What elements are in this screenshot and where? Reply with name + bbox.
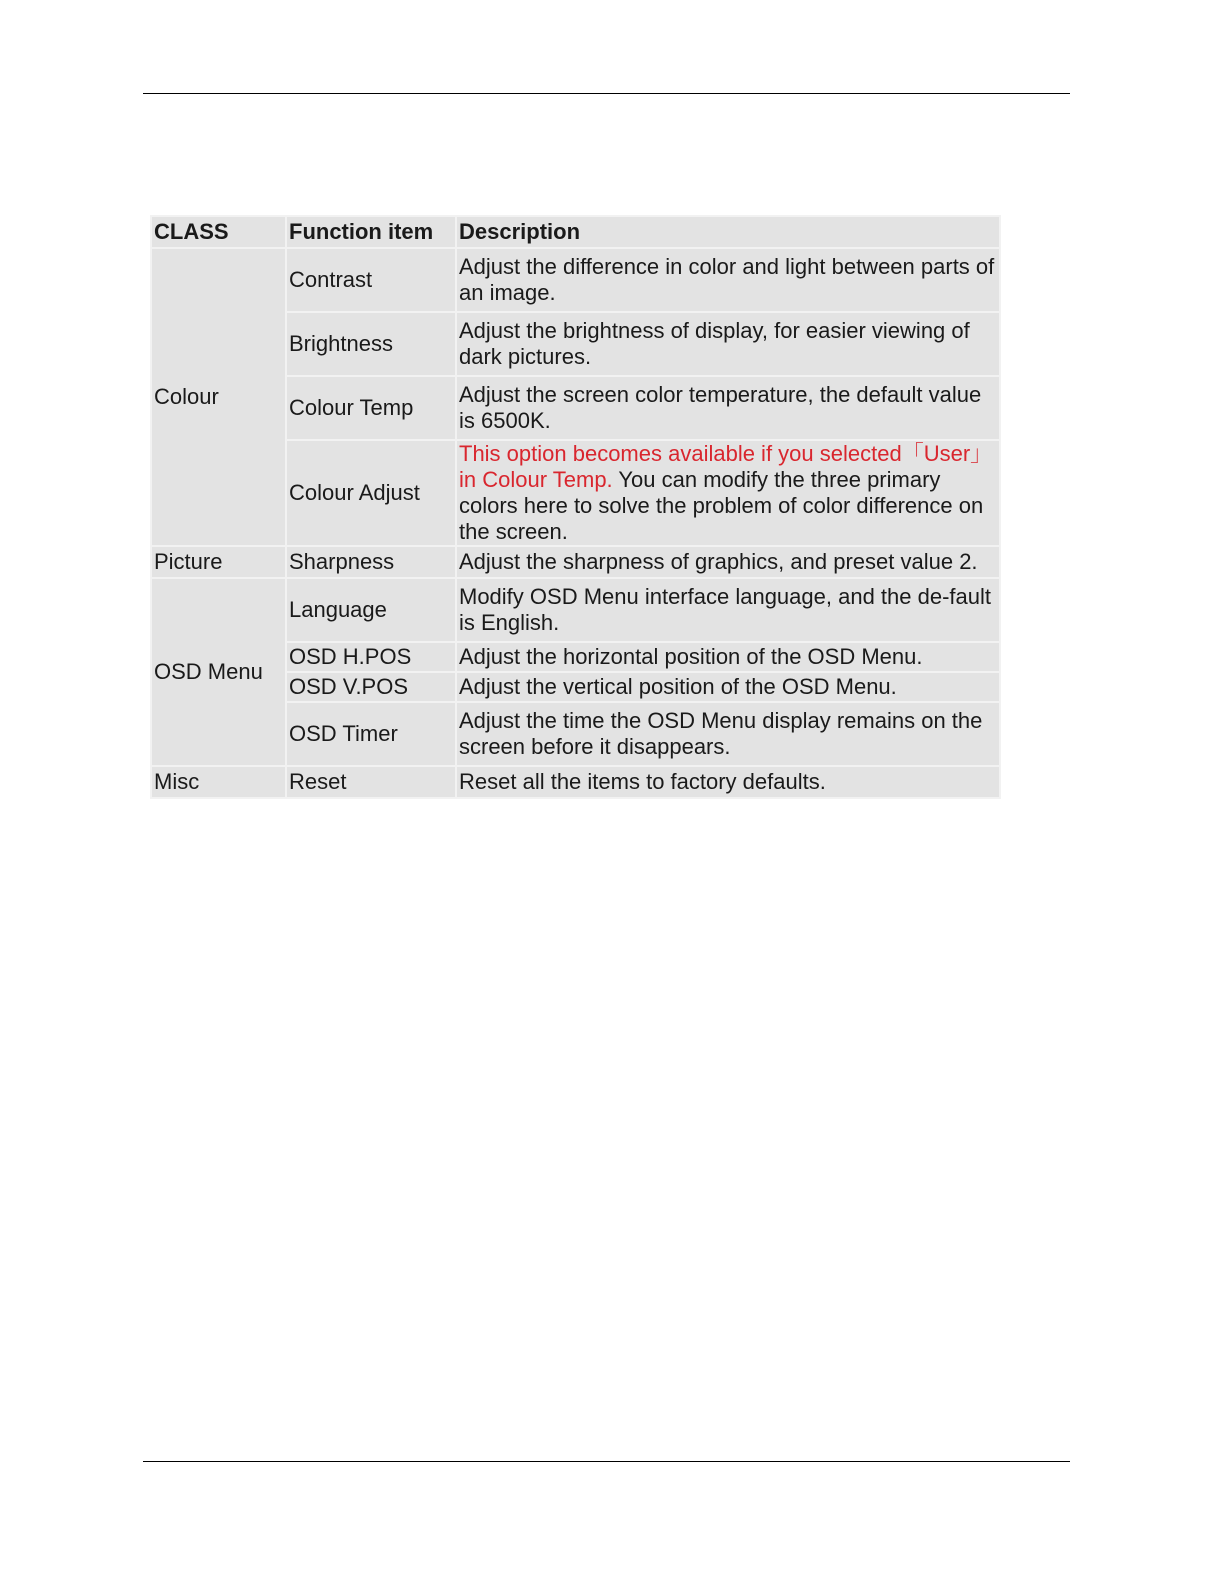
description: Adjust the sharpness of graphics, and preset value 2. xyxy=(456,546,1000,578)
header-function-item: Function item xyxy=(286,216,456,248)
availability-note: This option becomes available if you selected「User」 in Colour Temp. xyxy=(459,441,993,492)
description: Adjust the vertical position of the OSD Menu. xyxy=(456,672,1000,702)
function-item: Colour Adjust xyxy=(286,440,456,546)
function-item: Brightness xyxy=(286,312,456,376)
description: Adjust the time the OSD Menu display remains on the screen before it disappears. xyxy=(456,702,1000,766)
table-row xyxy=(151,578,1000,642)
footer-rule xyxy=(143,1461,1070,1462)
table-header-row xyxy=(151,216,1000,248)
description: Modify OSD Menu interface language, and the de-fault is English. xyxy=(456,578,1000,642)
description-text: You can modify the three primary colors here to solve the problem of color difference on the screen. xyxy=(459,467,984,544)
function-item: Sharpness xyxy=(286,546,456,578)
class-colour: Colour xyxy=(151,248,286,546)
header-description: Description xyxy=(456,216,1000,248)
description: Reset all the items to factory defaults. xyxy=(456,766,1000,798)
class-picture: Picture xyxy=(151,546,286,578)
class-osd-menu: OSD Menu xyxy=(151,578,286,766)
table-row xyxy=(151,766,1000,798)
function-item: Contrast xyxy=(286,248,456,312)
function-item: Colour Temp xyxy=(286,376,456,440)
function-item: OSD H.POS xyxy=(286,642,456,672)
header-rule xyxy=(143,93,1070,94)
function-item: OSD V.POS xyxy=(286,672,456,702)
description: Adjust the screen color temperature, the default value is 6500K. xyxy=(456,376,1000,440)
osd-settings-table xyxy=(150,215,1001,799)
table-row xyxy=(151,248,1000,312)
header-class: CLASS xyxy=(151,216,286,248)
function-item: Reset xyxy=(286,766,456,798)
description xyxy=(456,440,1000,546)
function-item: OSD Timer xyxy=(286,702,456,766)
class-misc: Misc xyxy=(151,766,286,798)
function-item: Language xyxy=(286,578,456,642)
description: Adjust the horizontal position of the OSD Menu. xyxy=(456,642,1000,672)
table-row xyxy=(151,546,1000,578)
description: Adjust the difference in color and light between parts of an image. xyxy=(456,248,1000,312)
description: Adjust the brightness of display, for easier viewing of dark pictures. xyxy=(456,312,1000,376)
